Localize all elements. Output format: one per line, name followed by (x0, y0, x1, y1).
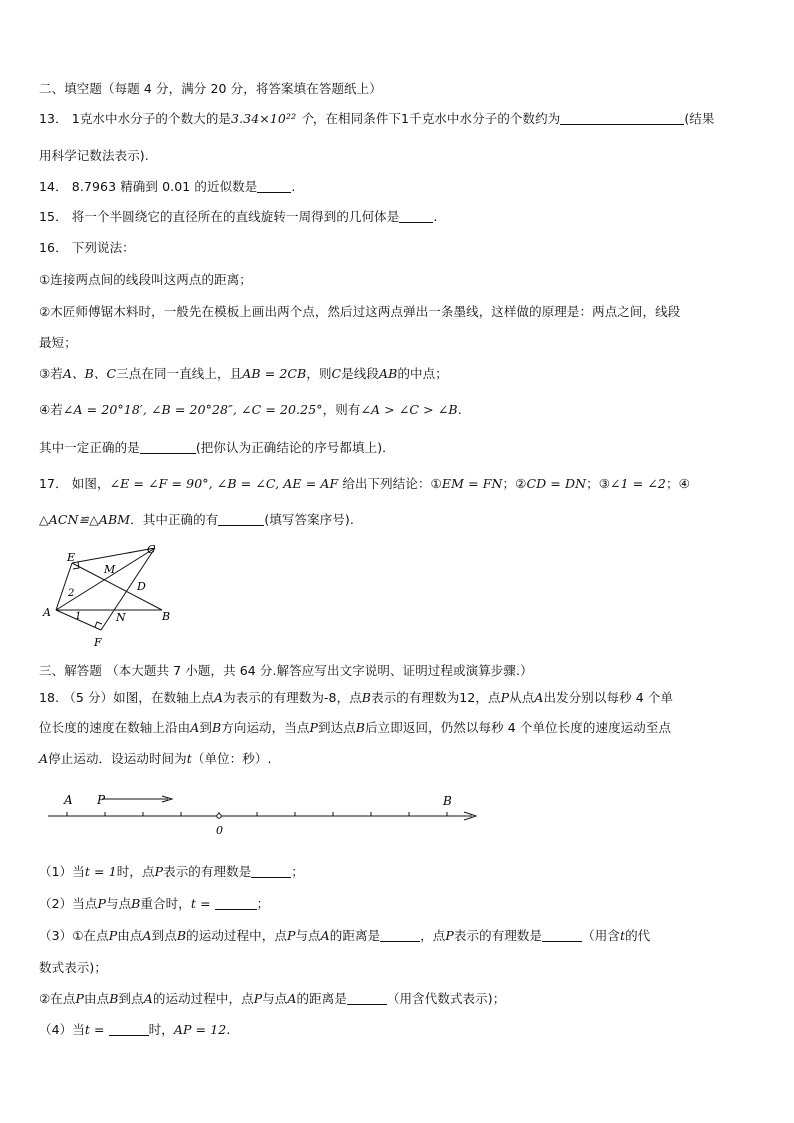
q18-l2c: 到 (199, 720, 212, 735)
q14-text: 14． 8.7963 精确到 0.01 的近似数是 (39, 179, 258, 194)
q18-l3b: 停止运动．设运动时间为 (48, 751, 187, 766)
q18-p4b: t = (84, 1022, 105, 1037)
label-A: A (43, 606, 51, 619)
number-line-figure (40, 788, 490, 840)
q18-p3x: A (143, 991, 153, 1006)
q18-p2-blank[interactable] (215, 897, 257, 910)
q18-p3z: P (253, 991, 263, 1006)
label-N: N (116, 611, 126, 624)
q18-l3a: A (39, 751, 49, 766)
q18-p3n: 表示的有理数是 (453, 928, 543, 943)
q17-answer-blank[interactable] (218, 513, 264, 526)
q18-l1d: B (361, 690, 372, 705)
label-D: D (137, 580, 146, 593)
label-F: F (94, 636, 102, 649)
q16-s3g: 是线段 (341, 366, 380, 381)
q18-p1b: t = 1 (84, 864, 117, 879)
q18-l1e: 表示的有理数为12，点 (371, 690, 501, 705)
section-2-header (39, 79, 382, 97)
q18-p2g: ； (256, 896, 270, 911)
q18-p3h: P (286, 928, 296, 943)
q13-mid: ，在相同条件下1千克水中水分子的个数约为 (312, 111, 561, 126)
q18-p3w: 到点 (118, 991, 144, 1006)
q18-p3d: A (142, 928, 152, 943)
q18-p2b: P (97, 896, 106, 911)
q18-part-1 (39, 862, 304, 880)
q13-scientific: 3.34×10²² 个 (231, 111, 313, 126)
q18-p1-blank[interactable] (251, 865, 291, 878)
q16-ans-b: (把你认为正确结论的序号都填上)． (195, 440, 395, 455)
q16-s4c: ，则有 (322, 402, 361, 417)
q16-statement-4 (39, 400, 462, 418)
question-17-line-1 (39, 474, 690, 492)
q14-answer-blank[interactable] (257, 180, 291, 193)
question-17-line-2 (39, 510, 354, 528)
q16-statement-2 (39, 302, 680, 320)
q16-s3f: C (331, 366, 342, 381)
q17-j: △ACN≌△ABM (39, 512, 131, 527)
q15-answer-blank[interactable] (399, 210, 433, 223)
q18-l2b: A (190, 720, 200, 735)
q18-l2h: B (355, 720, 366, 735)
q16-s3b: A、B、C (62, 366, 117, 381)
q18-p2f: t = (190, 896, 211, 911)
q18-p3i: 与点 (295, 928, 321, 943)
label-A-point: A (64, 793, 73, 807)
origin-point (217, 814, 221, 818)
q17-b: ∠E = ∠F = 90°, ∠B = ∠C, AE = AF (109, 476, 339, 491)
q17-g: ；③ (586, 476, 611, 491)
label-angle-2: 2 (68, 588, 75, 599)
q16-s3h: AB (379, 366, 398, 381)
q18-l2i: 后立即返回，仍然以每秒 4 个单位长度的速度运动至点 (365, 720, 672, 735)
section-3-header (39, 661, 533, 679)
q17-i: ；④ (666, 476, 690, 491)
q18-p2e: 重合时， (140, 896, 191, 911)
q18-p3g: 的运动过程中，点 (186, 928, 287, 943)
right-angle-F (95, 622, 102, 627)
q18-part-3 (39, 926, 650, 944)
segment-EB (72, 563, 162, 610)
q17-h: ∠1 = ∠2 (610, 476, 666, 491)
q18-line-3 (39, 749, 272, 767)
question-15 (39, 207, 437, 225)
q15-end: . (433, 209, 438, 224)
q18-p3ac: 的距离是 (296, 991, 347, 1006)
q16-answer-line (39, 438, 395, 456)
q18-p4-blank[interactable] (109, 1023, 149, 1036)
section-3-title: 三、解答题 （本大题共 7 小题，共 64 分.解答应写出文字说明、证明过程或演算步骤.） (39, 663, 533, 678)
q16-s4a: ④若 (39, 402, 63, 417)
q18-p3ab: A (287, 991, 297, 1006)
label-C: C (147, 543, 156, 556)
q13-tail: (结果 (684, 111, 715, 126)
q18-p3j: A (320, 928, 330, 943)
q18-p3r: 数式表示)； (39, 960, 107, 975)
q16-s3a: ③若 (39, 366, 63, 381)
question-13-line-1 (39, 109, 715, 127)
q16-s4e: . (457, 402, 462, 417)
q17-geometry-figure (38, 540, 178, 652)
q17-k: ．其中正确的有 (130, 512, 219, 527)
q18-p3-blank-1[interactable] (380, 929, 420, 942)
q16-ans-a: 其中一定正确的是 (39, 440, 140, 455)
q16-s3i: 的中点； (397, 366, 448, 381)
q18-p3s: ②在点 (39, 991, 76, 1006)
q16-s3c: 三点在同一直线上，且 (116, 366, 243, 381)
q18-p3c: 由点 (117, 928, 143, 943)
q18-p3e: 到点 (151, 928, 177, 943)
q15-text: 15． 将一个半圆绕它的直径所在的直线旋转一周得到的几何体是 (39, 209, 400, 224)
q16-statement-2-cont (39, 333, 77, 351)
label-angle-1: 1 (75, 611, 82, 622)
q18-p3u: 由点 (84, 991, 110, 1006)
q18-p3t: P (75, 991, 85, 1006)
q18-p4c: 时， (148, 1022, 174, 1037)
q18-p3q: 的代 (625, 928, 651, 943)
q18-p4d: AP = 12 (173, 1022, 227, 1037)
q16-s1: ①连接两点间的线段叫这两点的距离； (39, 272, 252, 287)
q18-l1a: 18. （5 分）如图，在数轴上点 (39, 690, 214, 705)
q18-p3-blank-3[interactable] (347, 992, 387, 1005)
q18-p3aa: 与点 (262, 991, 288, 1006)
q18-p3v: B (109, 991, 119, 1006)
q18-p3a: （3）①在点 (39, 928, 109, 943)
q18-p4a: （4）当 (39, 1022, 85, 1037)
q18-l1f: P (500, 690, 510, 705)
q16-s4d: ∠A > ∠C > ∠B (360, 402, 458, 417)
q18-p1a: （1）当 (39, 864, 85, 879)
q17-d: EM = FN (441, 476, 503, 491)
q18-l2d: B (211, 720, 222, 735)
q17-f: CD = DN (526, 476, 587, 491)
q16-s3e: ，则 (306, 366, 332, 381)
q17-a: 17． 如图， (39, 476, 110, 491)
q17-l: (填写答案序号). (264, 512, 354, 527)
q18-p3-blank-2[interactable] (542, 929, 582, 942)
segment-CF (101, 548, 155, 630)
q18-p2a: （2）当点 (39, 896, 98, 911)
segment-AE (56, 563, 75, 610)
q18-part-3-2 (39, 989, 505, 1007)
q18-l3d: （单位：秒）. (191, 751, 272, 766)
q16-statement-3 (39, 364, 448, 382)
q18-l2e: 方向运动，当点 (221, 720, 310, 735)
q18-l1h: A (534, 690, 544, 705)
q18-line-2 (39, 718, 671, 736)
q17-e: ；② (502, 476, 527, 491)
q18-p1f: ； (291, 864, 304, 879)
label-P-point: P (97, 793, 106, 807)
q18-p3k: 的距离是 (329, 928, 381, 943)
q18-part-3-cont (39, 958, 107, 976)
q18-p1c: 时，点 (116, 864, 155, 879)
question-14 (39, 177, 295, 195)
q13-answer-blank[interactable] (560, 112, 684, 125)
q18-l1i: 出发分别以每秒 4 个单 (543, 690, 674, 705)
q18-p3p: t (619, 928, 626, 943)
q16-statement-1 (39, 270, 252, 288)
label-M: M (104, 563, 116, 576)
q18-line-1 (39, 688, 673, 706)
q18-l2a: 位长度的速度在数轴上沿由 (39, 720, 191, 735)
q18-p2d: B (131, 896, 141, 911)
q18-l2f: P (309, 720, 318, 735)
q18-p3o: （用含 (582, 928, 620, 943)
q18-p3m: P (445, 928, 454, 943)
section-2-title: 二、填空题（每题 4 分，满分 20 分，将答案填在答题纸上） (39, 81, 382, 96)
q16-answer-blank[interactable] (140, 441, 196, 454)
q18-p3ad: （用含代数式表示)； (386, 991, 506, 1006)
label-E: E (67, 551, 76, 564)
label-B-point: B (443, 794, 452, 808)
q18-p3b: P (108, 928, 118, 943)
q16-s2a: ②木匠师傅锯木料时，一般先在模板上画出两个点，然后过这两点弹出一条墨线，这样做的原理是：两点之间，线段 (39, 304, 681, 319)
q18-l1c: 为表示的有理数为-8，点 (223, 690, 362, 705)
q16-s3d: AB = 2CB (242, 366, 307, 381)
q18-p3l: ，点 (420, 928, 446, 943)
label-zero: 0 (216, 824, 223, 837)
q18-p1e: 表示的有理数是 (163, 864, 252, 879)
q14-end: . (291, 179, 296, 194)
q18-l1g: 从点 (509, 690, 535, 705)
q16-s2b: 最短； (39, 335, 77, 350)
q18-l1b: A (213, 690, 224, 705)
label-B: B (162, 610, 171, 623)
question-16-title (39, 238, 135, 256)
q18-part-2 (39, 894, 269, 912)
q13-line2: 用科学记数法表示). (39, 148, 149, 163)
q18-p4e: . (226, 1022, 231, 1037)
q18-p2c: 与点 (105, 896, 132, 911)
q13-lead: 13． 1克水中水分子的个数大的是 (39, 111, 232, 126)
q18-p3f: B (176, 928, 187, 943)
q18-p3y: 的运动过程中，点 (152, 991, 254, 1006)
q18-l2g: 到达点 (317, 720, 356, 735)
q18-p1d: P (154, 864, 164, 879)
q16-title: 16． 下列说法： (39, 240, 135, 255)
q18-l3c: t (186, 751, 192, 766)
q18-part-4 (39, 1020, 230, 1038)
question-13-line-2 (39, 146, 149, 164)
q17-c: 给出下列结论：① (342, 476, 442, 491)
q16-s4b: ∠A = 20°18′, ∠B = 20°28″, ∠C = 20.25° (62, 402, 323, 417)
